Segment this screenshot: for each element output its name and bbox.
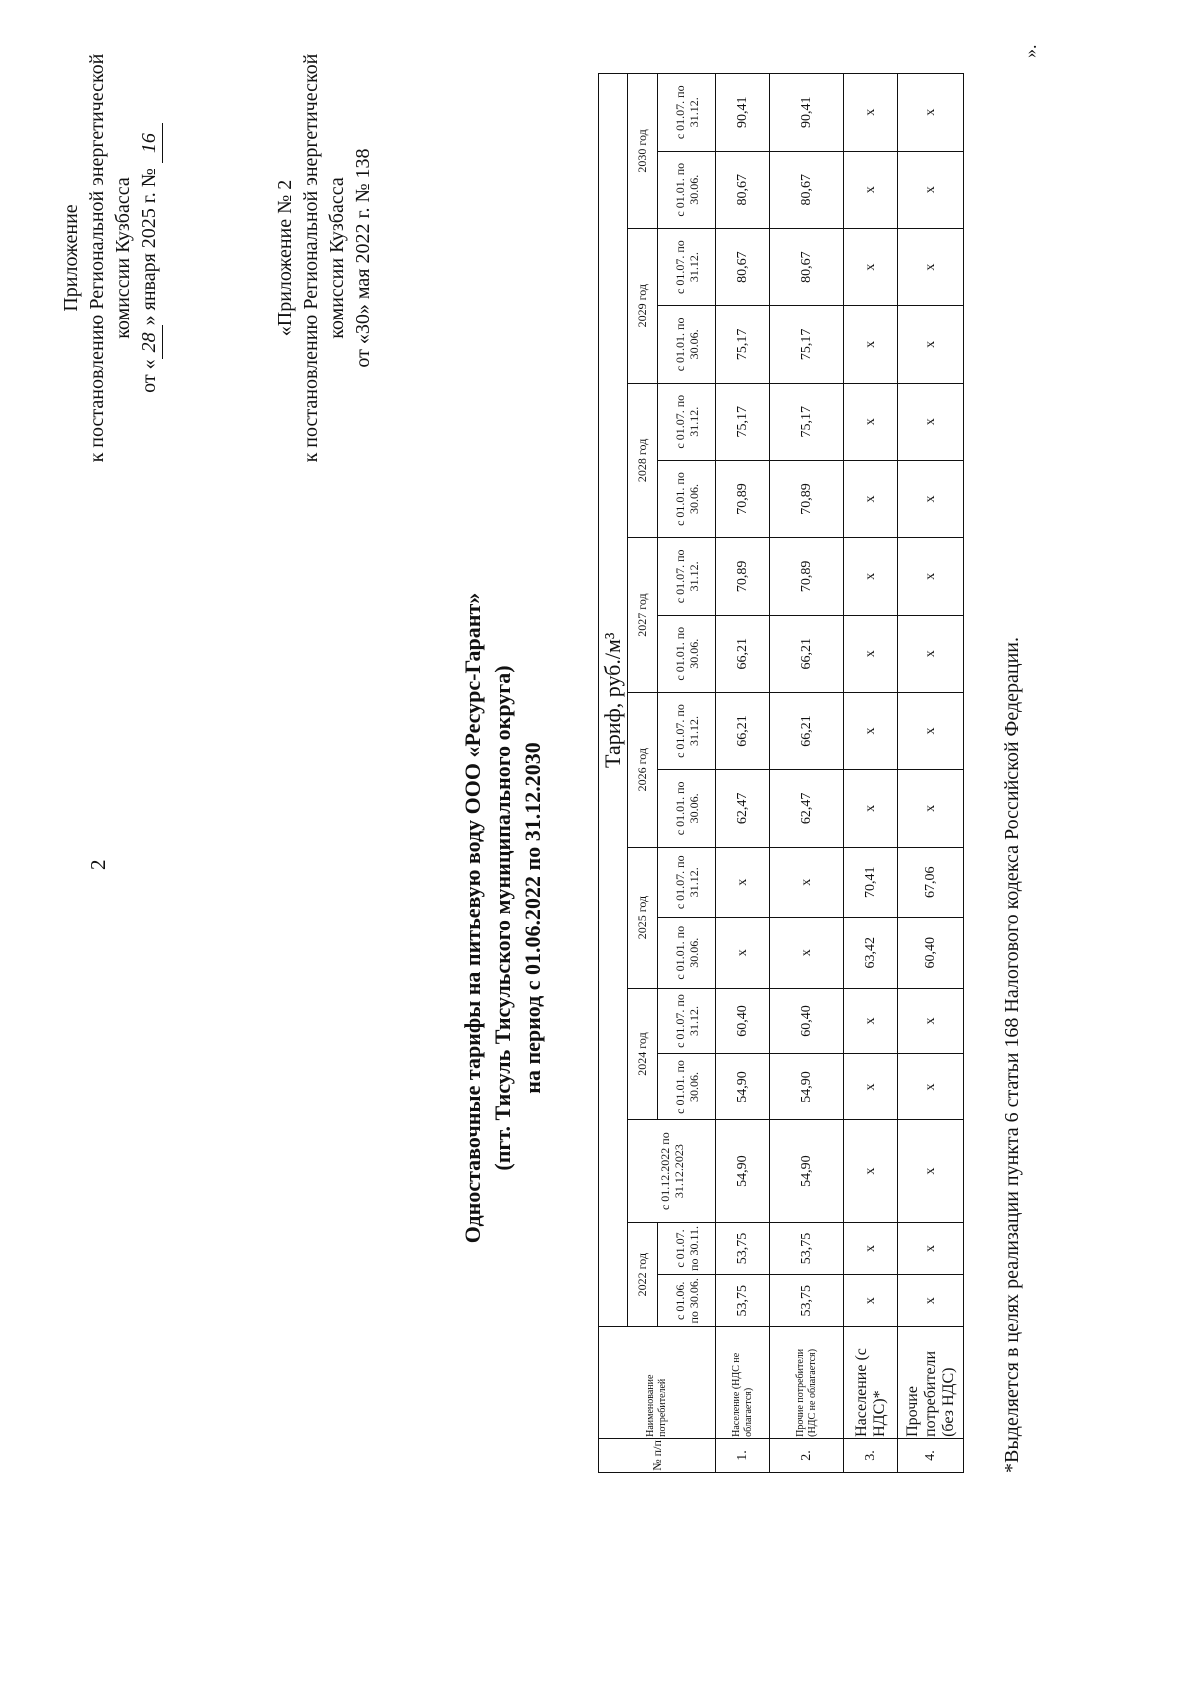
tariff-value-cell: х	[898, 1054, 964, 1120]
title-line1: Одноставочные тарифы на питьевую воду ООО «Ресурс-Гарант»	[460, 592, 485, 1244]
decree-number: 16	[136, 123, 163, 163]
tariff-value-cell: х	[898, 74, 964, 152]
appendix-line2: к постановлению Региональной энергетической	[86, 53, 108, 463]
tariff-value-cell: х	[898, 538, 964, 615]
tariff-value-cell: 70,89	[770, 538, 844, 615]
tariff-value-cell: х	[770, 918, 844, 989]
tariff-value-cell: 80,67	[770, 228, 844, 305]
tariff-value-cell: 62,47	[716, 770, 770, 847]
tariff-value-cell: 75,17	[716, 306, 770, 383]
tariff-value-cell: х	[898, 151, 964, 228]
document-title	[458, 468, 548, 1368]
row-number: 4.	[898, 1438, 964, 1472]
tariff-value-cell: 66,21	[770, 692, 844, 769]
period-2028-h2: с 01.07. по 31.12.	[658, 383, 716, 460]
title-line3: на период с 01.06.2022 по 31.12.2030	[520, 742, 545, 1094]
tariff-value-cell: 53,75	[716, 1222, 770, 1274]
tariff-value-cell: 54,90	[770, 1120, 844, 1222]
appendix2-header	[272, 48, 376, 468]
tariff-value-cell: х	[844, 615, 898, 692]
tariff-value-cell: х	[898, 1222, 964, 1274]
tariff-value-cell: 63,42	[844, 918, 898, 989]
consumer-name: Население (с НДС)*	[844, 1327, 898, 1438]
tariff-value-cell: 70,89	[770, 460, 844, 537]
tariff-value-cell: 54,90	[770, 1054, 844, 1120]
tariff-value-cell: х	[844, 1120, 898, 1222]
consumer-name: Прочие потребители (НДС не облагается)	[770, 1327, 844, 1438]
appendix2-line4: от «30» мая 2022 г. № 138	[352, 148, 374, 368]
year-2028: 2028 год	[628, 383, 658, 538]
appendix-title: Приложение	[60, 204, 82, 312]
tariff-value-cell: 70,41	[844, 847, 898, 918]
date-day: 28	[136, 325, 163, 359]
tariff-value-cell: 54,90	[716, 1120, 770, 1222]
period-2024-h2: с 01.07. по 31.12.	[658, 988, 716, 1054]
tariff-value-cell: х	[844, 74, 898, 152]
period-2026-h1: с 01.01. по 30.06.	[658, 770, 716, 847]
tariff-value-cell: 67,06	[898, 847, 964, 918]
period-2029-h1: с 01.01. по 30.06.	[658, 306, 716, 383]
tariff-value-cell: х	[844, 1222, 898, 1274]
tariff-value-cell: х	[844, 383, 898, 460]
tariff-value-cell: 53,75	[716, 1275, 770, 1327]
tariff-value-cell: х	[844, 151, 898, 228]
tariff-value-cell: 80,67	[716, 228, 770, 305]
tariff-value-cell: х	[898, 306, 964, 383]
year-2029: 2029 год	[628, 228, 658, 383]
tariff-value-cell: 80,67	[716, 151, 770, 228]
period-2022-jun: с 01.06. по 30.06.	[658, 1275, 716, 1327]
year-2030: 2030 год	[628, 74, 658, 229]
period-2022-jul: с 01.07. по 30.11.	[658, 1222, 716, 1274]
year-2027: 2027 год	[628, 538, 658, 693]
period-2028-h1: с 01.01. по 30.06.	[658, 460, 716, 537]
tariff-value-cell: х	[844, 988, 898, 1054]
col-name-header: Наименование потребителей	[599, 1327, 716, 1438]
tariff-value-cell: х	[898, 1275, 964, 1327]
date-mid: » января 2025 г. №	[138, 168, 160, 326]
period-2030-h1: с 01.01. по 30.06.	[658, 151, 716, 228]
appendix-header	[58, 48, 163, 468]
tarif-header: Тариф, руб./м³	[599, 74, 628, 1327]
year-2025: 2025 год	[628, 847, 658, 988]
tariff-value-cell: х	[898, 988, 964, 1054]
year-2022: 2022 год	[628, 1222, 658, 1327]
tariff-value-cell: х	[898, 770, 964, 847]
page-number: 2	[86, 859, 110, 870]
appendix-line3: комиссии Кузбасса	[112, 177, 134, 339]
year-2024: 2024 год	[628, 988, 658, 1120]
tariff-value-cell: х	[898, 692, 964, 769]
tariff-value-cell: 60,40	[898, 918, 964, 989]
tariff-value-cell: 54,90	[716, 1054, 770, 1120]
table-body	[716, 74, 964, 1473]
tariff-value-cell: х	[898, 1120, 964, 1222]
table-row	[716, 74, 770, 1473]
tariff-value-cell: 90,41	[770, 74, 844, 152]
period-2030-h2: с 01.07. по 31.12.	[658, 74, 716, 152]
tariff-value-cell: х	[770, 847, 844, 918]
period-2022-dec: с 01.12.2022 по 31.12.2023	[628, 1120, 716, 1222]
tariff-value-cell: х	[716, 918, 770, 989]
tariff-value-cell: х	[716, 847, 770, 918]
tariff-value-cell: 53,75	[770, 1275, 844, 1327]
tariff-value-cell: 66,21	[770, 615, 844, 692]
tariff-value-cell: 70,89	[716, 460, 770, 537]
tariff-value-cell: х	[844, 460, 898, 537]
tariff-value-cell: 70,89	[716, 538, 770, 615]
tariff-value-cell: х	[844, 538, 898, 615]
year-2026: 2026 год	[628, 692, 658, 847]
tariff-value-cell: 80,67	[770, 151, 844, 228]
tariff-value-cell: х	[844, 692, 898, 769]
period-2029-h2: с 01.07. по 31.12.	[658, 228, 716, 305]
period-2026-h2: с 01.07. по 31.12.	[658, 692, 716, 769]
period-2025-h2: с 01.07. по 31.12.	[658, 847, 716, 918]
date-prefix: от «	[138, 359, 160, 393]
period-2025-h1: с 01.01. по 30.06.	[658, 918, 716, 989]
table-row	[898, 74, 964, 1473]
tariff-value-cell: х	[898, 615, 964, 692]
period-2027-h2: с 01.07. по 31.12.	[658, 538, 716, 615]
col-number-header: № п/п	[599, 1438, 716, 1472]
tariff-value-cell: х	[844, 306, 898, 383]
row-number: 3.	[844, 1438, 898, 1472]
tariff-value-cell: 75,17	[716, 383, 770, 460]
table-row	[844, 74, 898, 1473]
tariff-value-cell: 60,40	[716, 988, 770, 1054]
title-line2: (пгт. Тисуль Тисульского муниципального округа)	[490, 665, 515, 1171]
footnote: *Выделяется в целях реализации пункта 6 статьи 168 Налогового кодекса Российской Федерации.	[1001, 636, 1023, 1473]
tariff-value-cell: х	[844, 1054, 898, 1120]
consumer-name: Прочие потребители (без НДС)	[898, 1327, 964, 1438]
tariff-value-cell: х	[844, 1275, 898, 1327]
tariff-value-cell: 66,21	[716, 692, 770, 769]
appendix2-line3: комиссии Кузбасса	[326, 177, 348, 339]
tariff-value-cell: х	[844, 770, 898, 847]
tariff-table	[598, 73, 964, 1473]
tariff-value-cell: 66,21	[716, 615, 770, 692]
tariff-value-cell: 53,75	[770, 1222, 844, 1274]
tariff-value-cell: 60,40	[770, 988, 844, 1054]
row-number: 1.	[716, 1438, 770, 1472]
tariff-value-cell: 62,47	[770, 770, 844, 847]
tariff-value-cell: 75,17	[770, 383, 844, 460]
closing-quote: ».	[1020, 44, 1040, 58]
row-number: 2.	[770, 1438, 844, 1472]
tariff-value-cell: х	[898, 383, 964, 460]
appendix2-title: «Приложение № 2	[274, 179, 296, 337]
appendix-date-line	[136, 48, 163, 468]
period-2024-h1: с 01.01. по 30.06.	[658, 1054, 716, 1120]
tariff-value-cell: х	[844, 228, 898, 305]
table-row	[770, 74, 844, 1473]
consumer-name: Население (НДС не облагается)	[716, 1327, 770, 1438]
period-2027-h1: с 01.01. по 30.06.	[658, 615, 716, 692]
appendix2-line2: к постановлению Региональной энергетической	[300, 53, 322, 463]
tariff-value-cell: х	[898, 460, 964, 537]
tariff-value-cell: х	[898, 228, 964, 305]
tariff-value-cell: 90,41	[716, 74, 770, 152]
tariff-value-cell: 75,17	[770, 306, 844, 383]
